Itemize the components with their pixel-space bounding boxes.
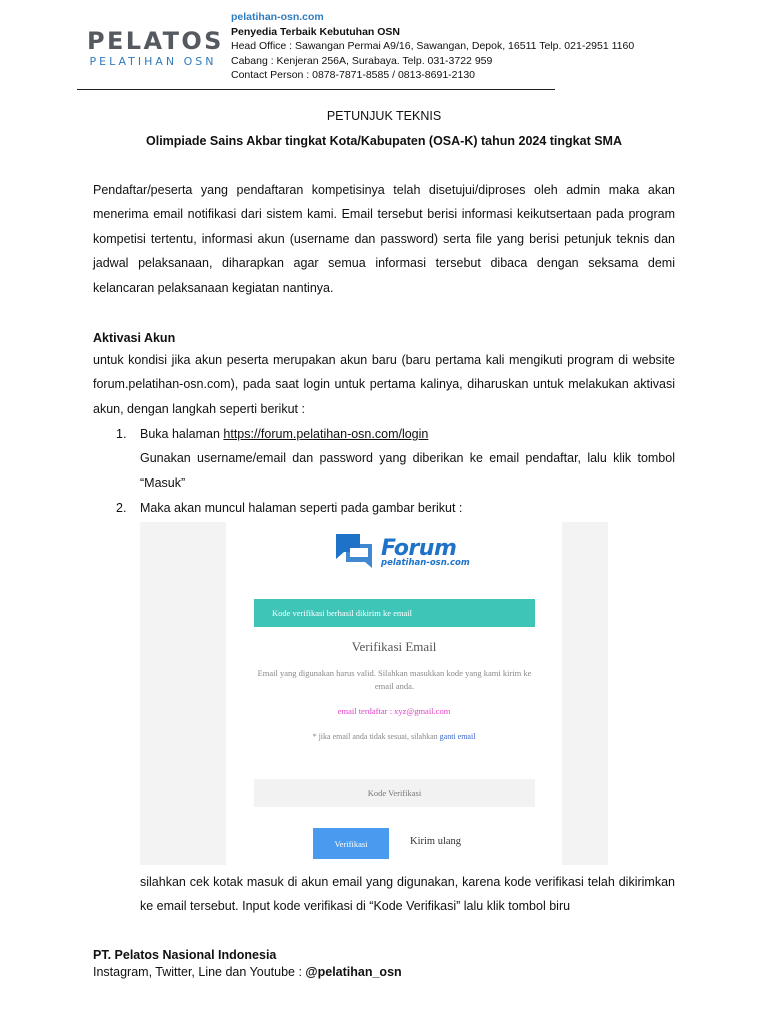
- change-email-note-text: * jika email anda tidak sesuai, silahkan: [312, 732, 440, 741]
- success-alert: Kode verifikasi berhasil dikirim ke email: [254, 599, 535, 627]
- change-email-link[interactable]: ganti email: [439, 732, 476, 741]
- step-1-prefix: Buka halaman: [140, 427, 224, 441]
- verification-description: Email yang digunakan harus valid. Silahkan masukkan kode yang kami kirim ke email anda.: [257, 668, 532, 691]
- tagline: Penyedia Terbaik Kebutuhan OSN: [231, 25, 401, 38]
- website-link[interactable]: pelatihan-osn.com: [231, 11, 324, 23]
- screenshot-left-margin: [140, 522, 226, 865]
- document-type: PETUNJUK TEKNIS: [326, 109, 442, 123]
- step-1: [93, 422, 675, 495]
- step-number: 2.: [116, 501, 127, 515]
- verification-title: Verifikasi Email: [351, 639, 437, 654]
- pelatos-logo: [87, 27, 224, 69]
- registered-email: email terdaftar : xyz@gmail.com: [337, 706, 451, 716]
- logo-main-text: PELATOS: [87, 27, 224, 55]
- change-email-note: [226, 732, 562, 741]
- social-prefix: Instagram, Twitter, Line dan Youtube :: [93, 964, 306, 979]
- step-2: [93, 496, 675, 520]
- forum-logo-word: Forum: [381, 536, 457, 561]
- social-handle: @pelatihan_osn: [305, 964, 402, 979]
- after-image-paragraph: silahkan cek kotak masuk di akun email yang digunakan, karena kode verifikasi telah dikirimkan ke email tersebut. Input kode verifikasi di “Kode Verifikasi” lalu klik tombol biru: [140, 875, 675, 914]
- screenshot-right-margin: [562, 522, 608, 865]
- step-2-text: Maka akan muncul halaman seperti pada gambar berikut :: [140, 501, 463, 515]
- section-heading-aktivasi: Aktivasi Akun: [93, 331, 176, 345]
- step-1-detail: Gunakan username/email dan password yang diberikan ke email pendaftar, lalu klik tombol “Masuk”: [140, 451, 675, 490]
- letterhead-contact: [231, 10, 634, 83]
- verification-code-input[interactable]: [254, 779, 535, 807]
- forum-logo: [332, 530, 472, 570]
- aktivasi-paragraph: untuk kondisi jika akun peserta merupakan akun baru (baru pertama kali mengikuti program di website forum.pelatihan-osn.com), pada saat login untuk pertama kalinya, diharuskan untuk melakukan aktivasi akun, dengan langkah seperti berikut :: [93, 353, 675, 416]
- social-line: [93, 964, 402, 981]
- branch-office: Cabang : Kenjeran 256A, Surabaya. Telp. 031-3722 959: [231, 54, 493, 67]
- page-footer: [93, 947, 402, 980]
- resend-link[interactable]: Kirim ulang: [410, 836, 462, 847]
- head-office: Head Office : Sawangan Permai A9/16, Sawangan, Depok, 16511 Telp. 021-2951 1160: [231, 40, 635, 52]
- chat-bubbles-icon: [332, 530, 376, 570]
- intro-paragraph: Pendaftar/peserta yang pendaftaran kompetisinya telah disetujui/diproses oleh admin maka akan menerima email notifikasi dari sistem kami. Email tersebut berisi informasi keikutsertaan pada program kompetisi tertentu, informasi akun (username dan password) serta file yang berisi petunjuk teknis dan jadwal pelaksanaan, diharapkan agar semua informasi tersebut dibaca dengan seksama demi kelancaran pelaksanaan kegiatan nantinya.: [93, 183, 675, 295]
- header-divider: [77, 89, 555, 90]
- login-link[interactable]: https://forum.pelatihan-osn.com/login: [223, 427, 429, 441]
- verification-screenshot: [140, 522, 608, 865]
- step-number: 1.: [116, 427, 127, 441]
- verify-button[interactable]: Verifikasi: [313, 828, 389, 859]
- company-name: PT. Pelatos Nasional Indonesia: [93, 948, 277, 962]
- forum-logo-sub: pelatihan-osn.com: [381, 558, 470, 568]
- document-title: Olimpiade Sains Akbar tingkat Kota/Kabupaten (OSA-K) tahun 2024 tingkat SMA: [146, 134, 622, 148]
- logo-sub-text: PELATIHAN OSN: [89, 55, 217, 68]
- contact-person: Contact Person : 0878-7871-8585 / 0813-8691-2130: [231, 69, 476, 81]
